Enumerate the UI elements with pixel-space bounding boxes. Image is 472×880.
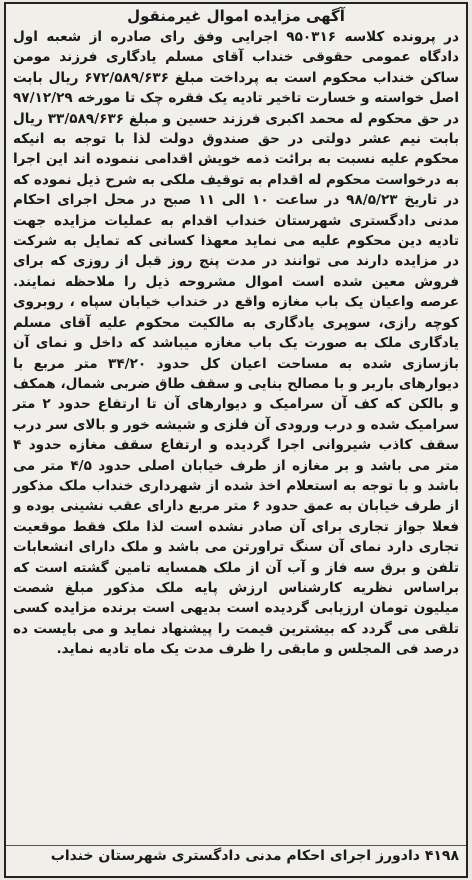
notice-footer: ۴۱۹۸ دادورز اجرای احکام مدنی دادگستری شهرستان خنداب: [6, 845, 466, 866]
notice-title: آگهی مزایده اموال غیرمنقول: [127, 7, 345, 25]
cut-off-line: [6, 866, 466, 876]
notice-body: در پرونده کلاسه ۹۵۰۳۱۶ اجرایی وفق رای صادره از شعبه اول دادگاه عمومی حقوقی خنداب آقای مسلم یادگاری فرزند مومن ساکن خنداب محکوم است به پرداخت مبلغ ۶۷۲/۵۸۹/۶۳۶ ریال بابت اصل خواسته و خسارت تاخیر تادیه یک فقره چک تا مورخه ۹۷/۱۲/۲۹ در حق محکوم له محمد اکبری فرزند حسین و مبلغ ۳۳/۵۸۹/۶۳۶ ریال بابت نیم عشر دولتی در حق صندوق دولت لذا با توجه به انیکه محکوم علیه نسبت به برائت ذمه خویش اقدامی ننموده اند این اجرا به درخواست محکوم له اقدام به توقیف ملکی به شرح ذیل نموده که در تاریخ ۹۸/۵/۲۳ در ساعت ۱۰ الی ۱۱ صبح در محل اجرای احکام مدنی دادگستری شهرستان خنداب اقدام به عملیات مزایده جهت تادیه دین محکوم علیه می نماید معهذا کسانی که تمایل به شرکت در مزایده دارند می توانند در مدت پنج روز قبل از روزی که برای فروش معین شده است اموال مشروحه ذیل را ملاحظه نمایند. عرصه واعیان یک باب مغازه واقع در خنداب خیابان سپاه ، روبروی کوچه رازی، سوپری یادگاری به مالکیت محکوم علیه آقای مسلم یادگاری ملک به صورت یک باب مغازه میباشد که داخل و نمای آن بازسازی شده به مساحت اعیان کل حدود ۳۴/۲۰ متر مربع با دیوارهای باربر و با مصالح بنایی و سقف طاق ضربی شمال، همکف و بالکن که کف آن سرامیک و دیوارهای آن تا ارتفاع حدود ۲ متر سرامیک شده و درب ورودی آن فلزی و شیشه خور و بالای سر درب سقف کاذب شیروانی اجرا گردیده و ارتفاع سقف مغازه حدود ۴ متر می باشد و بر مغازه از طرف خیابان اصلی حدود ۴/۵ متر می باشد و با توجه به استعلام اخذ شده از شهرداری خنداب ملک مذکور از طرف خیابان به عمق حدود ۶ متر مربع دارای عقب نشینی بوده و فعلا جواز تجاری برای آن صادر نشده است لذا ملک فقط موقعیت تجاری دارد نمای آن سنگ تراورتن می باشد و ملک دارای انشعابات تلفن و برق سه فاز و آب آن از ملک همسایه تامین گشته است که براساس نظریه کارشناس ارزش پایه ملک مذکور مبلغ شصت میلیون تومان ارزیابی گردیده است بدیهی است برنده مزایده کسی تلقی می گردد که بیشترین قیمت را پیشنهاد نماید و می بایست ده درصد فی المجلس و مابقی را ظرف مدت یک ماه تادیه نماید.: [13, 29, 460, 658]
auction-notice: [4, 2, 468, 878]
